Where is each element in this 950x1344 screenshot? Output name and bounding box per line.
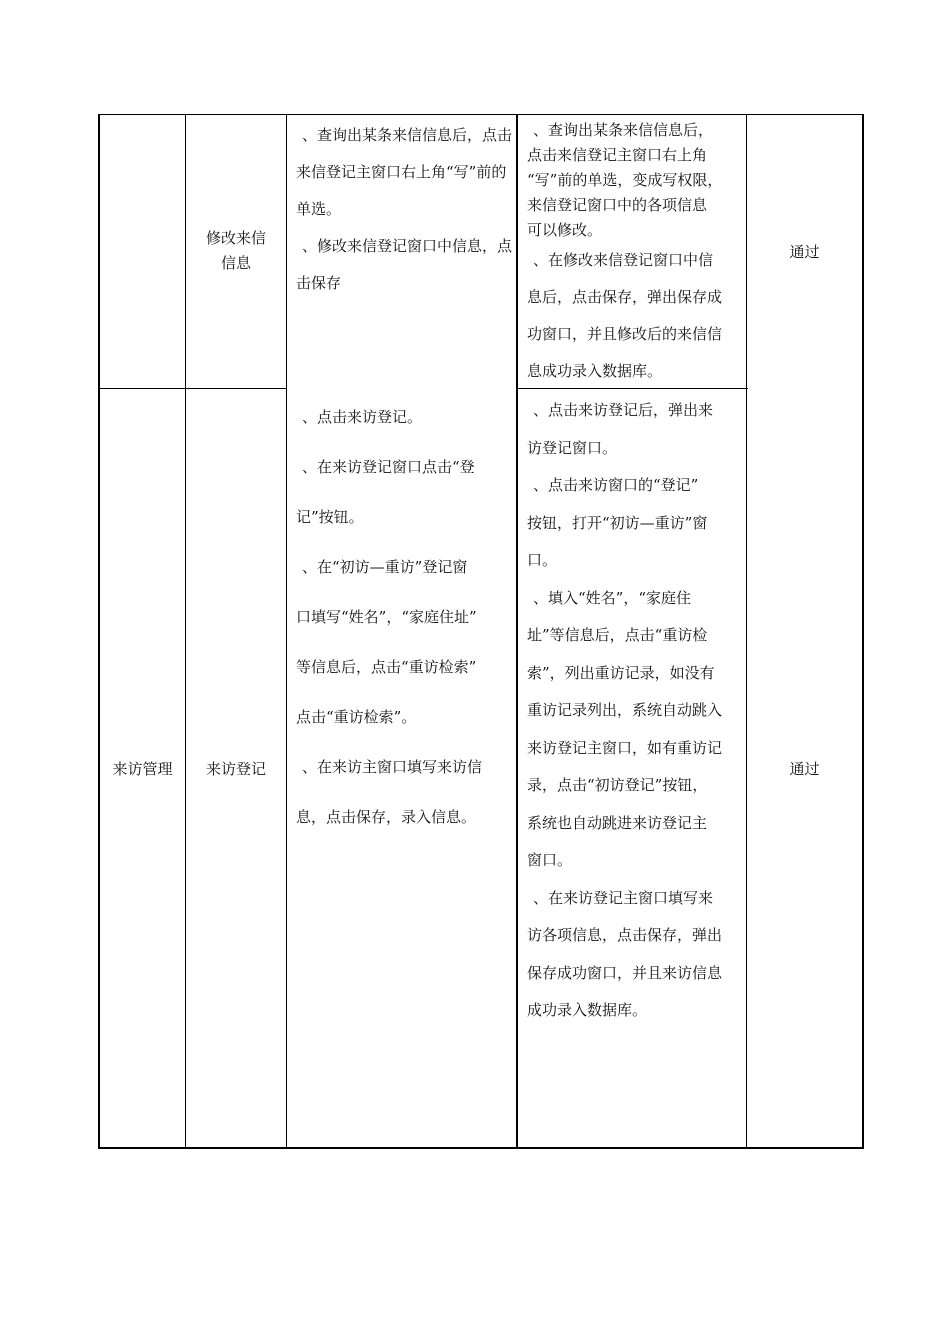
result-line: 、点击来访登记后，弹出来 [533,401,714,419]
result-line: 息后，点击保存，弹出保存成 [527,288,723,306]
status-cell-visit-register [747,389,862,1147]
result-cell-modify-letter-a [527,118,743,243]
result-line: 、填入“姓名”，“家庭住 [533,588,692,607]
steps-cell-visit-register [296,392,512,842]
result-line: 窗口。 [527,851,573,869]
result-line: 重访记录列出，系统自动跳入 [527,701,723,719]
table-right-border [862,114,864,1149]
result-line: 、在来访登记主窗口填写来 [533,888,714,907]
status-text: 通过 [789,242,820,261]
column-divider-1 [185,114,186,1149]
function-name: 来访登记 [205,759,266,778]
step-item: 、在来访登记窗口点击“登 [302,458,475,476]
result-line: 、在修改来信登记窗口中信 [533,251,714,269]
function-cell-modify-letter [187,115,285,387]
result-cell-visit-register [527,392,743,1030]
result-line: 点击来信登记主窗口右上角 [527,146,708,164]
function-name: 修改来信信息 [205,229,266,272]
result-line: 、点击来访窗口的“登记” [533,476,699,494]
result-line: 、查询出某条来信信息后， [533,121,714,139]
step-item: 点击“重访检索”。 [296,708,417,726]
result-line: 保存成功窗口，并且来访信息 [527,963,723,982]
table-bottom-border [98,1147,864,1149]
result-line: 口。 [527,551,558,569]
result-line: 访登记窗口。 [527,438,618,457]
status-text: 通过 [789,759,820,778]
status-cell-modify-letter [747,115,862,387]
step-item: 、在来访主窗口填写来访信 [302,758,483,776]
step-item: 、查询出某条来信信息后，点击来信登记主窗口右上角“写”前的单选。 [296,126,513,218]
result-line: 访各项信息，点击保存，弹出 [527,926,723,944]
step-item: 、修改来信登记窗口中信息，点击保存 [296,237,513,292]
steps-cell-modify-letter [296,117,512,302]
column-divider-2 [286,114,287,1149]
step-item: 等信息后，点击“重访检索” [296,658,477,676]
result-line: 可以修改。 [527,221,603,239]
step-item: 记”按钮。 [296,508,364,526]
result-line: 录，点击“初访登记”按钮， [527,776,708,794]
result-line: 索”，列出重访记录，如没有 [527,663,715,682]
result-line: 系统也自动跳进来访登记主 [527,813,708,832]
function-cell-visit-register [187,389,285,1147]
result-line: 址”等信息后，点击“重访检 [527,626,708,644]
result-line: 功窗口，并且修改后的来信信 [527,325,723,343]
module-name: 来访管理 [112,759,173,778]
result-line: 成功录入数据库。 [527,1001,648,1019]
result-cell-modify-letter-b [527,242,743,390]
step-item: 、在“初访—重访”登记窗 [302,558,468,576]
result-line: 按钮，打开“初访—重访”窗 [527,513,708,532]
column-divider-3 [516,114,518,1149]
step-item: 息，点击保存，录入信息。 [296,808,477,826]
result-line: 来访登记主窗口，如有重访记 [527,738,723,757]
step-item: 、点击来访登记。 [302,408,423,426]
result-line: “写”前的单选，变成写权限， [527,171,723,189]
step-item: 口填写“姓名”，“家庭住址” [296,608,477,626]
module-cell-visit-management [100,389,185,1147]
result-line: 来信登记窗口中的各项信息 [527,196,708,214]
result-line: 息成功录入数据库。 [527,362,663,380]
